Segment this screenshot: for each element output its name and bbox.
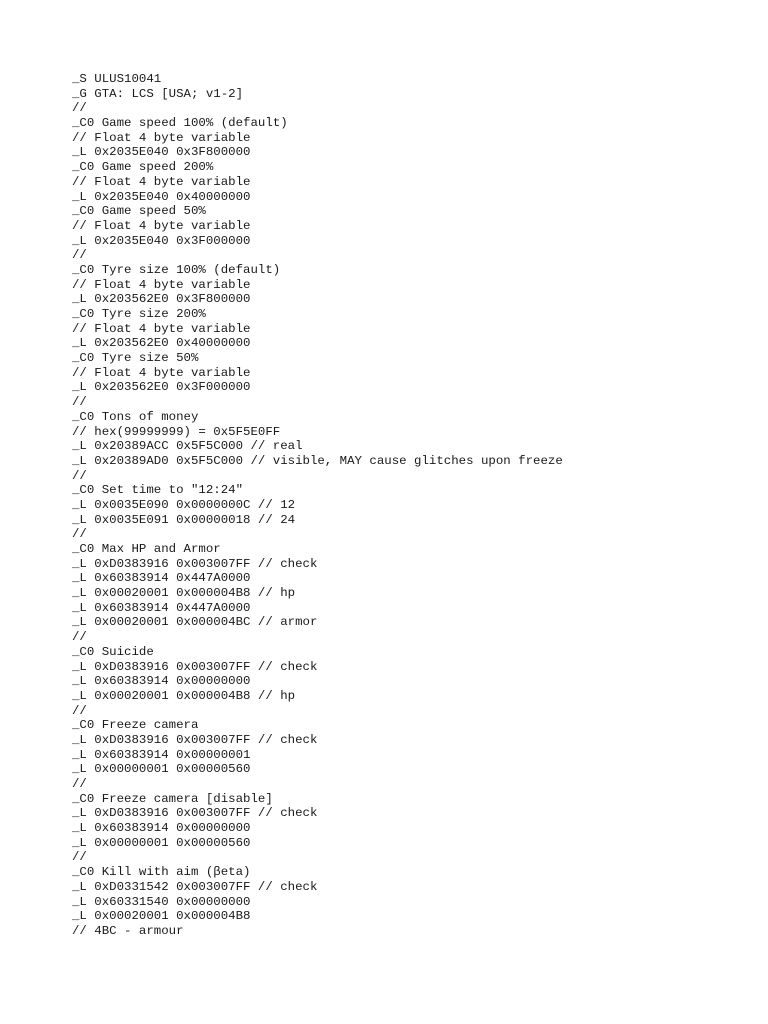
code-line: // (72, 527, 87, 542)
code-line: _L 0x00020001 0x000004B8 (72, 909, 251, 924)
code-line: _L 0x60383914 0x447A0000 (72, 571, 251, 586)
code-line: _L 0x0035E090 0x0000000C // 12 (72, 497, 296, 512)
code-line: // (72, 101, 87, 116)
code-line: _L 0x60383914 0x00000000 (72, 821, 251, 836)
code-line: // hex(99999999) = 0x5F5E0FF (72, 424, 281, 439)
code-line: _L 0x20389ACC 0x5F5C000 // real (72, 439, 303, 454)
code-line: _C0 Game speed 50% (72, 204, 206, 219)
code-line: _L 0x00000001 0x00000560 (72, 762, 251, 777)
code-line: // (72, 468, 87, 483)
code-line: // Float 4 byte variable (72, 130, 251, 145)
code-line: // (72, 395, 87, 410)
code-line: _C0 Game speed 200% (72, 160, 214, 175)
code-line: _L 0x60331540 0x00000000 (72, 894, 251, 909)
code-line: _L 0x2035E040 0x3F000000 (72, 233, 251, 248)
code-line: _L 0x203562E0 0x40000000 (72, 336, 251, 351)
code-line: _C0 Tyre size 100% (default) (72, 262, 281, 277)
code-line: _L 0x60383914 0x00000001 (72, 747, 251, 762)
code-line: // (72, 703, 87, 718)
code-line: _C0 Tyre size 200% (72, 307, 206, 321)
code-line: _C0 Max HP and Armor (72, 542, 221, 556)
code-line: // Float 4 byte variable (72, 365, 251, 380)
code-line: _S ULUS10041 (72, 72, 162, 86)
code-line: _L 0x60383914 0x447A0000 (72, 600, 251, 615)
code-line: _C0 Freeze camera [disable] (72, 791, 273, 806)
code-line: // (72, 777, 87, 791)
code-line: _L 0x2035E040 0x3F800000 (72, 145, 251, 160)
code-line: // Float 4 byte variable (72, 218, 251, 233)
code-line: // (72, 248, 87, 263)
code-line: _L 0x00000001 0x00000560 (72, 835, 251, 850)
code-line: _C0 Kill with aim (βeta) (72, 865, 251, 880)
code-line: // Float 4 byte variable (72, 321, 251, 336)
code-line: _L 0x00020001 0x000004B8 // hp (72, 586, 296, 601)
code-line: _L 0x00020001 0x000004BC // armor (72, 615, 318, 630)
code-line: _L 0x2035E040 0x40000000 (72, 189, 251, 204)
code-line: _L 0x60383914 0x00000000 (72, 674, 251, 689)
code-line: _L 0x203562E0 0x3F000000 (72, 380, 251, 395)
code-line: _C0 Tons of money (72, 409, 199, 424)
code-line: _L 0xD0383916 0x003007FF // check (72, 732, 318, 747)
code-line: _C0 Suicide (72, 644, 154, 659)
code-line: _L 0xD0331542 0x003007FF // check (72, 879, 318, 894)
code-line: // 4BC - armour (72, 923, 184, 938)
code-line: // Float 4 byte variable (72, 174, 251, 189)
code-line: _G GTA: LCS [USA; v1-2] (72, 86, 244, 101)
code-line: _C0 Game speed 100% (default) (72, 116, 288, 131)
code-line: // (72, 630, 87, 645)
code-line: _C0 Set time to "12:24" (72, 483, 244, 498)
code-line: _L 0x00020001 0x000004B8 // hp (72, 688, 296, 703)
code-line: _L 0xD0383916 0x003007FF // check (72, 806, 318, 821)
code-line: // (72, 850, 87, 865)
code-line: _L 0xD0383916 0x003007FF // check (72, 659, 318, 674)
code-line: // Float 4 byte variable (72, 277, 251, 292)
cheat-code-listing (72, 72, 563, 939)
code-line: _C0 Freeze camera (72, 718, 199, 733)
code-line: _L 0xD0383916 0x003007FF // check (72, 556, 318, 571)
code-line: _L 0x20389AD0 0x5F5C000 // visible, MAY cause glitches upon freeze (72, 453, 563, 468)
code-line: _L 0x0035E091 0x00000018 // 24 (72, 512, 296, 527)
code-line: _L 0x203562E0 0x3F800000 (72, 292, 251, 307)
code-line: _C0 Tyre size 50% (72, 351, 199, 366)
